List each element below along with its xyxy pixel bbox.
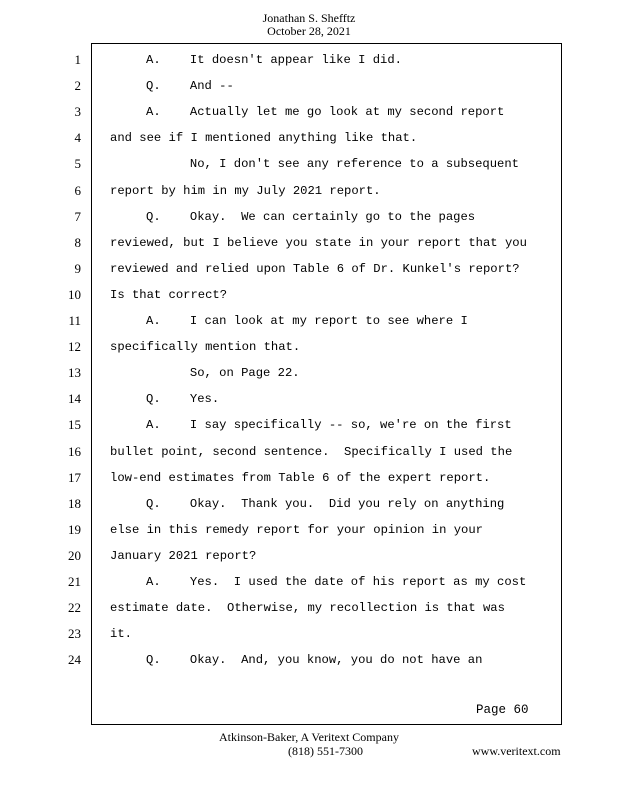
line-number: 9: [74, 260, 81, 276]
deposition-date: October 28, 2021: [267, 24, 351, 38]
line-number: 23: [68, 626, 81, 642]
line-number: 10: [68, 286, 81, 302]
line-number: 21: [68, 574, 81, 589]
line-number: 4: [74, 130, 81, 146]
line-number: 3: [74, 104, 81, 120]
line-number: 17: [68, 469, 81, 485]
transcript-line: estimate date. Otherwise, my recollection is that was: [110, 601, 505, 616]
transcript-line: Q. And --: [146, 79, 234, 94]
line-number: 24: [68, 652, 81, 668]
company-website: www.veritext.com: [472, 744, 561, 758]
transcript-line: Q. Okay. Thank you. Did you rely on anything: [146, 496, 505, 511]
line-number: 8: [74, 234, 81, 250]
deponent-name: Jonathan S. Shefftz: [262, 11, 356, 25]
transcript-line: Q. Okay. And, you know, you do not have an: [146, 653, 483, 668]
transcript-line: reviewed and relied upon Table 6 of Dr. Kunkel's report?: [110, 261, 520, 276]
transcript-page-border: [91, 43, 562, 725]
transcript-line: it.: [110, 627, 132, 642]
line-number: 19: [68, 521, 81, 537]
line-number: 2: [74, 78, 81, 94]
line-number: 18: [68, 495, 81, 511]
transcript-line: A. It doesn't appear like I did.: [146, 53, 402, 67]
transcript-line: A. I say specifically -- so, we're on the first: [146, 418, 512, 433]
transcript-line: Is that correct?: [110, 287, 228, 302]
transcript-line: bullet point, second sentence. Specifically I used the: [110, 444, 513, 459]
line-number: 16: [68, 443, 81, 459]
transcript-line: specifically mention that.: [110, 340, 301, 355]
line-number: 1: [74, 52, 81, 67]
transcript-line: So, on Page 22.: [146, 366, 300, 381]
line-number: 6: [74, 182, 81, 198]
transcript-line: Q. Okay. We can certainly go to the pages: [146, 209, 476, 224]
line-number: 12: [68, 339, 81, 355]
line-number: 14: [68, 391, 81, 407]
transcript-line: January 2021 report?: [110, 548, 257, 563]
transcript-line: low-end estimates from Table 6 of the expert report.: [110, 470, 491, 485]
transcript-line: report by him in my July 2021 report.: [110, 183, 381, 198]
company-phone: (818) 551-7300: [288, 744, 363, 758]
reporting-company: Atkinson-Baker, A Veritext Company: [219, 730, 399, 744]
line-number: 15: [68, 417, 81, 433]
line-number: 11: [68, 313, 81, 328]
transcript-line: else in this remedy report for your opinion in your: [110, 522, 483, 537]
transcript-line: and see if I mentioned anything like that.: [110, 131, 418, 146]
line-number: 22: [68, 600, 81, 616]
transcript-line: A. Yes. I used the date of his report as my cost: [146, 575, 527, 589]
transcript-line: Q. Yes.: [146, 392, 220, 407]
line-number: 20: [68, 547, 81, 563]
transcript-line: A. I can look at my report to see where I: [146, 314, 468, 328]
transcript-line: No, I don't see any reference to a subsequent: [146, 157, 519, 172]
transcript-line: A. Actually let me go look at my second report: [146, 105, 505, 120]
page-number: Page 60: [476, 703, 529, 717]
line-number: 5: [74, 156, 81, 172]
line-number: 7: [74, 208, 81, 224]
line-number: 13: [68, 365, 81, 381]
transcript-line: reviewed, but I believe you state in your report that you: [110, 235, 527, 250]
